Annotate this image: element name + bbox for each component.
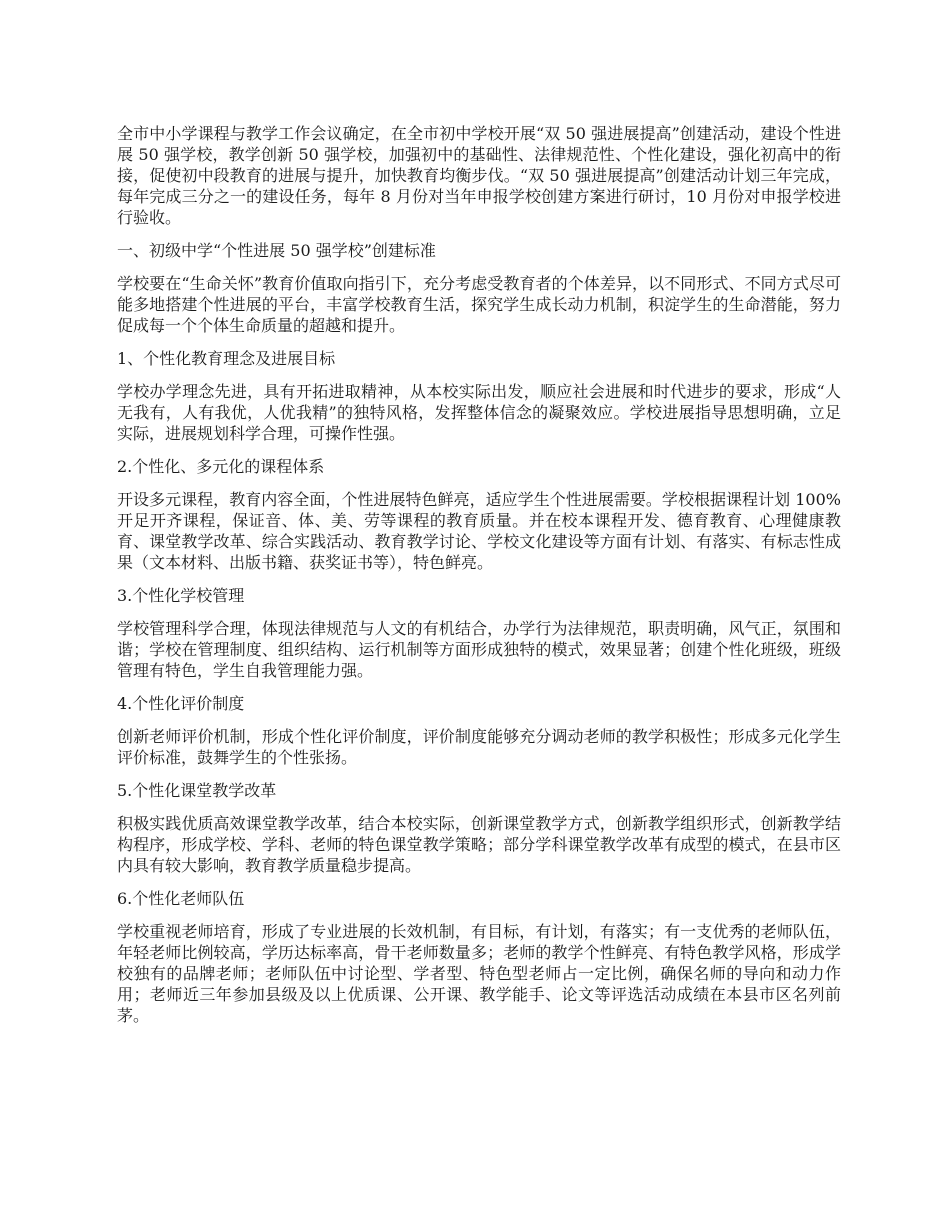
item-5-paragraph: 积极实践优质高效课堂教学改革，结合本校实际，创新课堂教学方式，创新教学组织形式，创新教学结构程序，形成学校、学科、老师的特色课堂教学策略；部分学科课堂教学改革有成型的模式，在县市区内具有较大影响，教育教学质量稳步提高。 bbox=[117, 814, 841, 875]
item-1-title: 1、个性化教育理念及进展目标 bbox=[117, 349, 336, 368]
item-1-paragraph: 学校办学理念先进，具有开拓进取精神，从本校实际出发，顺应社会进展和时代进步的要求，形成“人无我有，人有我优，人优我精”的独特风格，发挥整体信念的凝聚效应。学校进展指导思想明确，立足实际，进展规划科学合理，可操作性强。 bbox=[117, 382, 841, 443]
intro-paragraph: 全市中小学课程与教学工作会议确定，在全市初中学校开展“双 50 强进展提高”创建活动，建设个性进展 50 强学校，教学创新 50 强学校，加强初中的基础性、法律规范性、个性化建设，强化初高中的衔接，促使初中段教育的进展与提升，加快教育均衡步伐。“双 50 强进展提高”创建活动计划三年完成，每年完成三分之一的建设任务，每年 8 月份对当年申报学校创建方案进行研讨，10 月份对申报学校进行验收。 bbox=[117, 124, 841, 227]
item-4-paragraph: 创新老师评价机制，形成个性化评价制度，评价制度能够充分调动老师的教学积极性；形成多元化学生评价标准，鼓舞学生的个性张扬。 bbox=[117, 727, 841, 767]
item-5-title: 5.个性化课堂教学改革 bbox=[117, 781, 277, 800]
section-title: 一、初级中学“个性进展 50 强学校”创建标准 bbox=[117, 241, 436, 260]
item-2-paragraph: 开设多元课程，教育内容全面，个性进展特色鲜亮，适应学生个性进展需要。学校根据课程计划 100%开足开齐课程，保证音、体、美、劳等课程的教育质量。并在校本课程开发、德育教育、心理健康教育、课堂教学改革、综合实践活动、教育教学讨论、学校文化建设等方面有计划、有落实、有标志性成果（文本材料、出版书籍、获奖证书等），特色鲜亮。 bbox=[117, 490, 841, 572]
item-2-title: 2.个性化、多元化的课程体系 bbox=[117, 457, 325, 476]
item-6-title: 6.个性化老师队伍 bbox=[117, 889, 245, 908]
item-3-title: 3.个性化学校管理 bbox=[117, 586, 245, 605]
item-6-paragraph: 学校重视老师培育，形成了专业进展的长效机制，有目标，有计划，有落实；有一支优秀的老师队伍，年轻老师比例较高，学历达标率高，骨干老师数量多；老师的教学个性鲜亮、有特色教学风格，形成学校独有的品牌老师；老师队伍中讨论型、学者型、特色型老师占一定比例，确保名师的导向和动力作用；老师近三年参加县级及以上优质课、公开课、教学能手、论文等评选活动成绩在本县市区名列前茅。 bbox=[117, 922, 841, 1025]
document-page bbox=[117, 123, 841, 1038]
section-paragraph: 学校要在“生命关怀”教育价值取向指引下，充分考虑受教育者的个体差异，以不同形式、不同方式尽可能多地搭建个性进展的平台，丰富学校教育生活，探究学生成长动力机制，积淀学生的生命潜能，努力促成每一个个体生命质量的超越和提升。 bbox=[117, 274, 841, 335]
item-3-paragraph: 学校管理科学合理，体现法律规范与人文的有机结合，办学行为法律规范，职责明确，风气正，氛围和谐；学校在管理制度、组织结构、运行机制等方面形成独特的模式，效果显著；创建个性化班级，班级管理有特色，学生自我管理能力强。 bbox=[117, 619, 841, 680]
item-4-title: 4.个性化评价制度 bbox=[117, 694, 245, 713]
